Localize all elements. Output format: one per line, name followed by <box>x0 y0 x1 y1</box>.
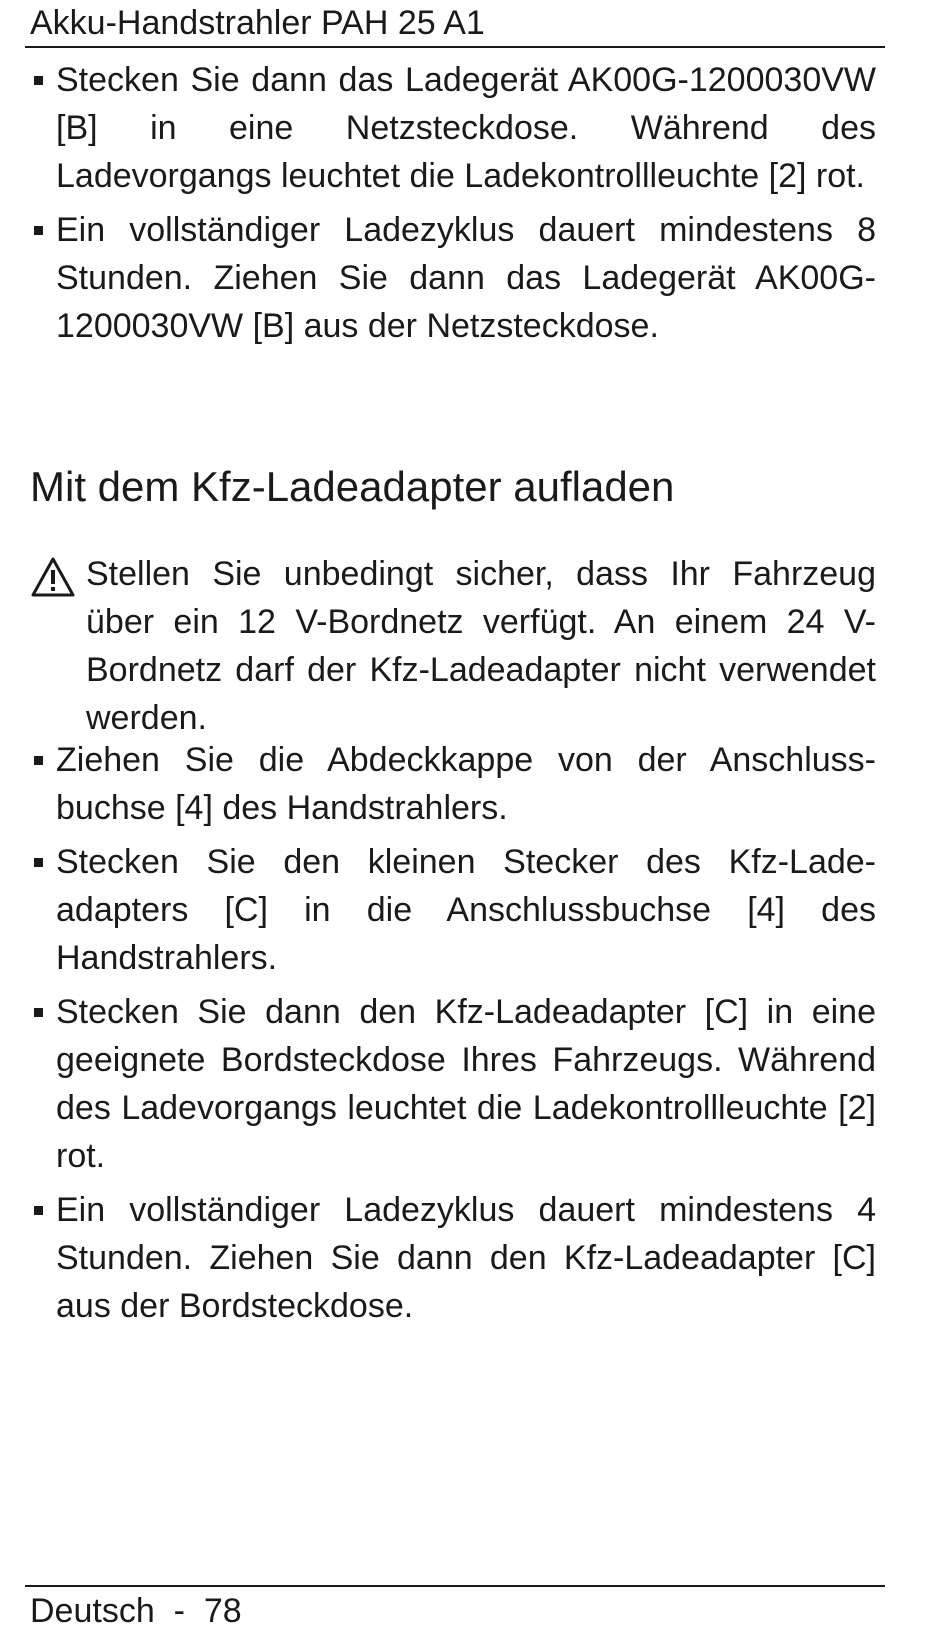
list-item <box>28 736 876 832</box>
page-footer: Deutsch - 78 <box>30 1592 242 1630</box>
section-heading: Mit dem Kfz-Ladeadapter aufladen <box>30 463 675 510</box>
list-item-text: Ziehen Sie die Abdeckkappe von der Anschlussbuchse [4] des Handstrahlers. <box>56 741 876 827</box>
footer-rule <box>25 1585 885 1587</box>
bullet-square-icon <box>34 1206 43 1215</box>
intro-bullet-list <box>28 56 876 350</box>
list-item <box>28 206 876 350</box>
list-item <box>28 988 876 1180</box>
bullet-square-icon <box>34 858 43 867</box>
warning-triangle-icon <box>30 556 76 598</box>
header-rule <box>25 46 885 48</box>
list-item-text: Stecken Sie dann den Kfz-Ladeadapter [C] in eine geeignete Bordsteckdose Ihres Fahrzeugs. Während des Ladevorgangs leuchtet die Ladekontrollleuchte [2] rot. <box>56 993 876 1175</box>
list-item-text: Ein vollständiger Ladezyklus dauert mindestens 8 Stunden. Ziehen Sie dann das Ladegerät AK00G-1200030VW [B] aus der Netzsteckdose. <box>56 211 876 345</box>
list-item <box>28 1186 876 1330</box>
list-item-text: Stecken Sie den kleinen Stecker des Kfz-Ladeadapters [C] in die Anschlussbuchse [4] des Handstrahlers. <box>56 843 876 977</box>
bullet-square-icon <box>34 1008 43 1017</box>
list-item <box>28 56 876 200</box>
list-item-text: Ein vollständiger Ladezyklus dauert mindestens 4 Stunden. Ziehen Sie dann den Kfz-Ladeadapter [C] aus der Bordsteckdose. <box>56 1191 876 1325</box>
list-item <box>28 838 876 982</box>
bullet-square-icon <box>34 756 43 765</box>
bullet-square-icon <box>34 226 43 235</box>
page-header-title: Akku-Handstrahler PAH 25 A1 <box>30 4 485 42</box>
bullet-square-icon <box>34 76 43 85</box>
list-item-text: Stecken Sie dann das Ladegerät AK00G-1200030VW [B] in eine Netzsteckdose. Während des Ladevorgangs leuchtet die Ladekontrollleuchte [2] rot. <box>56 61 876 195</box>
warning-text: Stellen Sie unbedingt sicher, dass Ihr Fahrzeug über ein 12 V-Bordnetz verfügt. An einem 24 V-Bordnetz darf der Kfz-Ladeadapter nicht verwendet werden. <box>86 555 876 737</box>
warning-note <box>28 550 876 742</box>
section-bullet-list <box>28 736 876 1330</box>
